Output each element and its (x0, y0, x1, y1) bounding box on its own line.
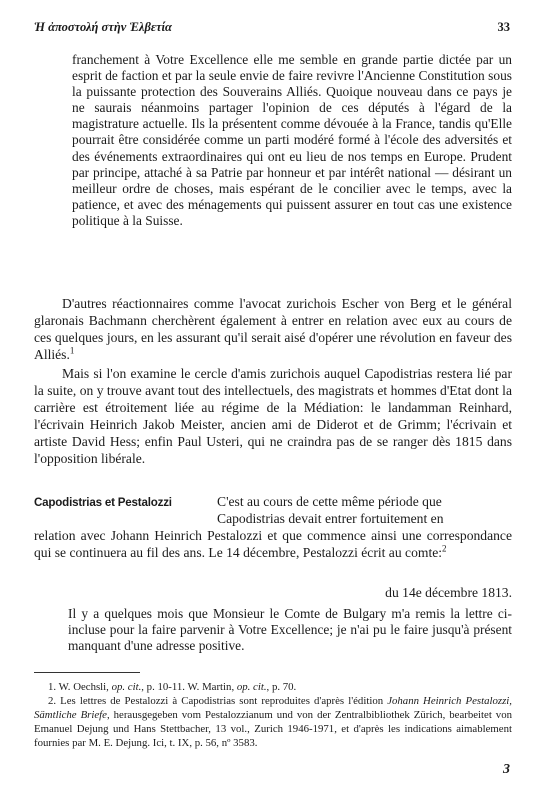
letter-date: du 14e décembre 1813. (385, 585, 512, 600)
section-paragraph (34, 494, 512, 562)
footnote-1-italic-a: op. cit. (111, 681, 142, 693)
quote-text: franchement à Votre Excellence elle me semble en grande partie dictée par un esprit de faction et par la seule envie de faire revivre l'Ancienne Constitution sous la puissante protection des Souverains Alliés. Quoique nouveau dans ce pays je ne saurais néanmoins partager l'opinion de ces députés à l'égard de la magistrature actuelle. Ils la présentent comme dévouée à la France, tandis qu'Elle pourrait être considérée comme un parti modéré formé à l'école des adversités et des événements extraordinaires qui ont eu lieu de nos temps en Europe. Prudent par principe, attaché à sa Patrie par honneur et par intérêt national — désirant un meilleur ordre de choses, mais espérant de le concilier avec le temps, avec la patience, et avec des ménagements qui puissent assurer en tout cas une existence politique à la Suisse. (72, 52, 512, 228)
page-number: 33 (497, 20, 510, 34)
footnote-1 (34, 680, 512, 694)
footnote-1-text-b: , p. 10-11. W. Martin, (141, 681, 237, 693)
paragraph-reactionaries (34, 296, 512, 364)
footnotes (34, 680, 512, 750)
section-line-2: Capodistrias devait entrer fortuitement en (217, 510, 444, 526)
paragraph-body: Mais si l'on examine le cercle d'amis zurichois auquel Capodistrias restera lié par la suite, on y trouve avant tout des intellectuels, des magistrats et hommes d'Etat dont la carrière est étroitement liée au régime de la Médiation: le landamman Reinhard, l'écrivain Heinrich Jakob Meister, ancien ami de Diderot et de Grimm; l'écrivain et artiste David Hess; enfin Paul Usteri, qui ne craindra pas de se ranger dès 1815 dans l'opposition libérale. (34, 366, 512, 466)
paragraph-body (34, 296, 512, 364)
footnote-rule (34, 672, 140, 673)
footnote-2-italic-title: Johann Heinrich Pestalozzi, Sämtliche Briefe (34, 695, 512, 721)
paragraph-text: D'autres réactionnaires comme l'avocat zurichois Escher von Berg et le général glaronais Bachmann cherchèrent également à entrer en relation avec eux au cours de ces quelques jours, en les assurant qu'il serait aisé d'opérer une révolution en faveur des Alliés. (34, 296, 512, 362)
footnote-ref-2[interactable]: 2 (442, 543, 447, 554)
footnote-2-text-a: 2. Les lettres de Pestalozzi à Capodistrias sont reproduites d'après l'édition (48, 695, 388, 707)
running-title: Ἡ ἀποστολή στὴν Ἑλβετία (34, 20, 172, 34)
signature-mark: 3 (503, 762, 510, 777)
footnote-ref-1[interactable]: 1 (69, 345, 75, 356)
quoted-letter-excerpt (72, 52, 512, 229)
footnote-2 (34, 694, 512, 750)
running-header (34, 20, 510, 36)
section-heading: Capodistrias et Pestalozzi (34, 496, 172, 509)
footnote-1-italic-b: op. cit. (236, 681, 267, 693)
footnote-1-text-a: 1. W. Oechsli, (48, 681, 112, 693)
footnote-2-text-b: , herausgegeben vom Pestalozzianum und von der Zentralbibliothek Zürich, bearbeitet von Emanuel Dejung und Hans Stettbacher, 13 vol., Zurich 1946-1971, et d'après les indications aimablement fournies par M. E. Dejung. Ici, t. IX, p. 56, nº 3583. (34, 709, 512, 749)
footnote-1-text-c: , p. 70. (266, 681, 297, 693)
letter-text: Il y a quelques mois que Monsieur le Comte de Bulgary m'a remis la lettre ci-incluse pour la faire parvenir à Votre Excellence; je n'ai pu le faire jusqu'à présent manquant d'une adresse positive. (68, 606, 512, 654)
section-text: relation avec Johann Heinrich Pestalozzi et que commence ainsi une correspondance qui se continuera au fil des ans. Le 14 décembre, Pestalozzi écrit au comte: (34, 527, 512, 560)
paragraph-friends-circle (34, 366, 512, 467)
section-body (34, 528, 512, 562)
section-line-1: C'est au cours de cette même période que (217, 494, 442, 509)
letter-excerpt (34, 606, 512, 654)
